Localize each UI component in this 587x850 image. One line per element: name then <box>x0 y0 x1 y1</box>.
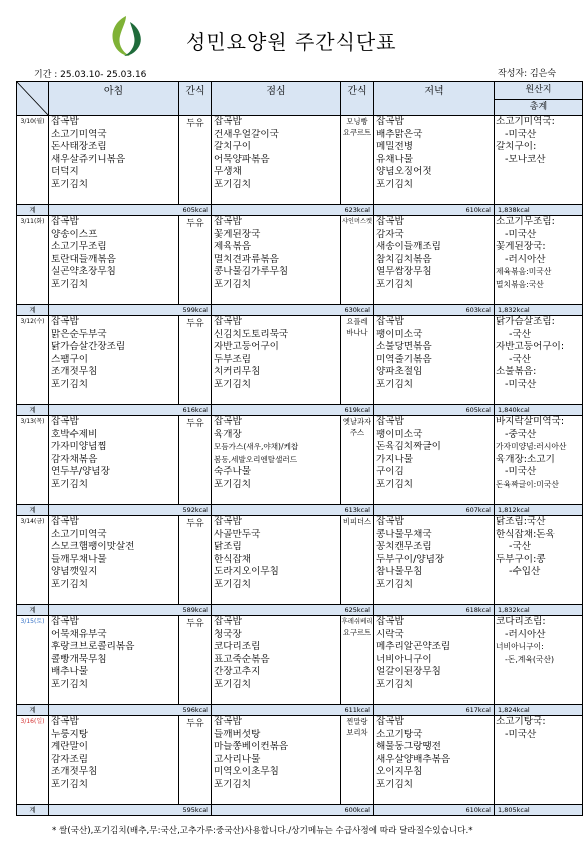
kcal-label: 계 <box>17 405 49 416</box>
lunch-menu <box>212 516 341 605</box>
origin-line: 제육볶음:미국산 <box>496 267 552 277</box>
menu-item: 마늘쫑베이컨볶음 <box>214 741 289 753</box>
menu-item: 갈치구이 <box>214 141 252 153</box>
kcal-row <box>17 505 583 516</box>
origin-line: 소불볶음: <box>496 366 537 378</box>
menu-item: 잡곡밥 <box>51 716 79 727</box>
kcal-lunch: 613kcal <box>212 505 374 516</box>
kcal-lunch: 600kcal <box>212 805 374 816</box>
menu-item: 새송이들깨조림 <box>376 241 441 253</box>
col-origin: 원산지 <box>495 82 582 100</box>
menu-item: 참나물무침 <box>376 566 423 578</box>
day-date: 3/10(월) <box>17 116 49 205</box>
kcal-row <box>17 205 583 216</box>
menu-item: 구이김 <box>376 466 404 478</box>
kcal-breakfast: 599kcal <box>49 305 212 316</box>
kcal-total: 1,824kcal <box>495 705 583 716</box>
menu-item: 고사리나물 <box>214 753 261 765</box>
menu-item: 포기김치 <box>51 178 89 190</box>
menu-item: 감자조림 <box>51 753 89 765</box>
menu-item: 간장고추지 <box>214 666 261 678</box>
leaf-swirl-logo-icon <box>108 14 144 58</box>
menu-item: 열무쌈장무침 <box>376 266 432 278</box>
menu-item: 메밀전병 <box>376 141 414 153</box>
menu-item: 잡곡밥 <box>51 116 79 127</box>
menu-item: 소고기무조림 <box>51 241 107 253</box>
menu-item: 포기김치 <box>376 278 414 290</box>
morning-snack: 두유 <box>179 616 212 705</box>
menu-item: 잡곡밥 <box>51 216 79 227</box>
origin-line: -국산 <box>509 328 531 340</box>
day-date: 3/11(화) <box>17 216 49 305</box>
menu-item: 얼갈이된장무침 <box>376 666 441 678</box>
menu-item: 어묵양파볶음 <box>214 153 270 165</box>
dinner-menu <box>374 216 495 305</box>
origin-line: -미국산 <box>505 228 537 240</box>
morning-snack: 두유 <box>179 316 212 405</box>
origin-line: -모나코산 <box>505 153 546 165</box>
kcal-breakfast: 596kcal <box>49 705 212 716</box>
lunch-menu <box>212 216 341 305</box>
menu-item: 포기김치 <box>376 478 414 490</box>
menu-item: 스모크햄팽이맛살전 <box>51 541 135 553</box>
footer-note: * 쌀(국산),포기김치(배추,무:국산,고추가루:중국산)사용합니다./상기메뉴는 수급사정에 따라 달라질수있습니다.* <box>52 826 473 836</box>
kcal-row <box>17 705 583 716</box>
origin-info <box>495 316 583 405</box>
menu-item: 조개젓무침 <box>51 766 98 778</box>
menu-item: 팽이미소국 <box>376 328 423 340</box>
menu-item: 양송이스프 <box>51 228 98 240</box>
menu-item: 포기김치 <box>376 578 414 590</box>
origin-line: 두부구이:콩 <box>496 553 546 565</box>
origin-info <box>495 516 583 605</box>
menu-item: 호박수제비 <box>51 428 98 440</box>
origin-line: -국산 <box>509 353 531 365</box>
day-row <box>17 716 583 805</box>
breakfast-menu <box>49 616 179 705</box>
menu-item: 봄동,세발오리엔탈샐러드 <box>214 454 298 464</box>
kcal-breakfast: 589kcal <box>49 605 212 616</box>
origin-info <box>495 216 583 305</box>
origin-line: 소고기미역국: <box>496 116 555 127</box>
breakfast-menu <box>49 316 179 405</box>
morning-snack: 두유 <box>179 416 212 505</box>
menu-item: 잡곡밥 <box>214 116 242 127</box>
menu-item: 스팸구이 <box>51 353 89 365</box>
menu-item: 양파초절임 <box>376 366 423 378</box>
menu-item: 코다리조림 <box>214 641 261 653</box>
origin-line: 한식잡채:돈육 <box>496 528 555 540</box>
menu-item: 돈사태장조림 <box>51 141 107 153</box>
menu-item: 잡곡밥 <box>51 616 79 627</box>
menu-item: 팽이미소국 <box>376 428 423 440</box>
menu-item: 누룽지탕 <box>51 728 89 740</box>
kcal-total: 1,838kcal <box>495 205 583 216</box>
kcal-dinner: 607kcal <box>374 505 495 516</box>
kcal-dinner: 610kcal <box>374 205 495 216</box>
menu-item: 배추나물 <box>51 666 89 678</box>
kcal-row <box>17 805 583 816</box>
dinner-menu <box>374 416 495 505</box>
origin-line: 닭가슴살조림: <box>496 316 555 327</box>
breakfast-menu <box>49 116 179 205</box>
kcal-dinner: 605kcal <box>374 405 495 416</box>
menu-item: 잡곡밥 <box>51 316 79 327</box>
kcal-dinner: 618kcal <box>374 605 495 616</box>
origin-line: 자반고등어구이: <box>496 341 565 353</box>
kcal-label: 계 <box>17 705 49 716</box>
origin-line: -수입산 <box>509 566 541 578</box>
day-date: 3/13(목) <box>17 416 49 505</box>
menu-item: 감자채볶음 <box>51 453 98 465</box>
breakfast-menu <box>49 716 179 805</box>
menu-item: 잡곡밥 <box>214 516 242 527</box>
menu-item: 포기김치 <box>51 478 89 490</box>
writer-label: 작성자: 김은숙 <box>498 69 557 79</box>
day-row <box>17 216 583 305</box>
menu-item: 더덕지 <box>51 166 79 178</box>
header-row <box>17 82 583 116</box>
menu-item: 꽁치캔무조림 <box>376 541 432 553</box>
menu-item: 콩나물김가루무침 <box>214 266 289 278</box>
col-breakfast: 아침 <box>49 82 179 116</box>
menu-item: 잡곡밥 <box>51 516 79 527</box>
day-date: 3/14(금) <box>17 516 49 605</box>
day-row <box>17 416 583 505</box>
kcal-lunch: 619kcal <box>212 405 374 416</box>
menu-item: 소고기탕국 <box>376 728 423 740</box>
origin-line: 바지락살미역국: <box>496 416 565 427</box>
menu-item: 청국장 <box>214 628 242 640</box>
snack-item: 찐말랑 <box>346 717 368 726</box>
kcal-label: 계 <box>17 505 49 516</box>
kcal-row <box>17 405 583 416</box>
menu-item: 소고기미역국 <box>51 128 107 140</box>
menu-item: 신김치도토리묵국 <box>214 328 289 340</box>
afternoon-snack <box>341 316 374 405</box>
menu-item: 한식잡채 <box>214 553 252 565</box>
menu-item: 잡곡밥 <box>214 216 242 227</box>
kcal-row <box>17 305 583 316</box>
kcal-breakfast: 605kcal <box>49 205 212 216</box>
corner-cell <box>17 82 49 116</box>
menu-item: 잡곡밥 <box>376 716 404 727</box>
menu-item: 무생채 <box>214 166 242 178</box>
origin-line: 가자미양념:러시아산 <box>496 442 567 452</box>
menu-item: 후랑크브로콜리볶음 <box>51 641 135 653</box>
menu-item: 닭가슴살간장조림 <box>51 341 126 353</box>
origin-line: 육개장:소고기 <box>496 453 555 465</box>
day-date: 3/12(수) <box>17 316 49 405</box>
menu-item: 메추리알곤약조림 <box>376 641 451 653</box>
afternoon-snack <box>341 416 374 505</box>
menu-item: 돈육김치짜글이 <box>376 441 441 453</box>
menu-item: 포기김치 <box>214 578 252 590</box>
snack-item: 바나나 <box>346 328 368 337</box>
menu-item: 소고기미역국 <box>51 528 107 540</box>
origin-line: 꽃게된장국: <box>496 241 546 253</box>
day-row <box>17 616 583 705</box>
kcal-total: 1,832kcal <box>495 305 583 316</box>
menu-item: 오이지무침 <box>376 766 423 778</box>
menu-item: 가지나물 <box>376 453 414 465</box>
snack-item: 주스 <box>349 428 365 437</box>
menu-item: 소불당면볶음 <box>376 341 432 353</box>
menu-item: 조개젓무침 <box>51 366 98 378</box>
kcal-total: 1,840kcal <box>495 405 583 416</box>
day-date: 3/15(토) <box>17 616 49 705</box>
menu-item: 숙주나물 <box>214 466 252 478</box>
period-label: 기간 : 25.03.10- 25.03.16 <box>34 70 147 80</box>
menu-item: 두부조림 <box>214 353 252 365</box>
lunch-menu <box>212 716 341 805</box>
menu-item: 콜빵개묵무침 <box>51 653 107 665</box>
lunch-menu <box>212 416 341 505</box>
menu-item: 포기김치 <box>214 778 252 790</box>
origin-info <box>495 616 583 705</box>
origin-info <box>495 716 583 805</box>
menu-item: 포기김치 <box>376 778 414 790</box>
menu-item: 양념오징어젓 <box>376 166 432 178</box>
menu-item: 사골만두국 <box>214 528 261 540</box>
snack-item: 요플레 <box>346 317 368 326</box>
origin-line: -미국산 <box>505 466 537 478</box>
kcal-dinner: 610kcal <box>374 805 495 816</box>
menu-item: 포기김치 <box>51 378 89 390</box>
kcal-breakfast: 616kcal <box>49 405 212 416</box>
origin-line: 돈육짜글이:미국산 <box>496 479 559 489</box>
page-title: 성민요양원 주간식단표 <box>186 30 397 54</box>
dinner-menu <box>374 716 495 805</box>
menu-item: 표고죽순볶음 <box>214 653 270 665</box>
origin-info <box>495 116 583 205</box>
menu-item: 들깨무채나물 <box>51 553 107 565</box>
lunch-menu <box>212 116 341 205</box>
kcal-label: 계 <box>17 805 49 816</box>
origin-line: -러시아산 <box>505 628 546 640</box>
lunch-menu <box>212 316 341 405</box>
kcal-total: 1,805kcal <box>495 805 583 816</box>
menu-item: 육개장 <box>214 428 242 440</box>
snack-item: 모닝빵 <box>346 117 368 126</box>
menu-item: 모듬가스(새우,야채)/케찹 <box>214 442 299 452</box>
menu-item: 감자국 <box>376 228 404 240</box>
kcal-dinner: 603kcal <box>374 305 495 316</box>
day-row <box>17 516 583 605</box>
origin-line: 멸치볶음:국산 <box>496 279 544 289</box>
afternoon-snack <box>341 116 374 205</box>
menu-item: 잡곡밥 <box>376 216 404 227</box>
menu-item: 도라지오이무침 <box>214 566 279 578</box>
kcal-lunch: 611kcal <box>212 705 374 716</box>
snack-item: 보리차 <box>346 728 368 737</box>
origin-line: 소고기무조림: <box>496 216 555 227</box>
kcal-label: 계 <box>17 205 49 216</box>
kcal-lunch: 625kcal <box>212 605 374 616</box>
kcal-label: 계 <box>17 305 49 316</box>
snack-item: 비피더스 <box>342 517 372 526</box>
menu-item: 미역줄기볶음 <box>376 353 432 365</box>
menu-item: 배추맑은국 <box>376 128 423 140</box>
morning-snack: 두유 <box>179 116 212 205</box>
snack-item: 샤인머스켓 <box>342 218 372 225</box>
afternoon-snack <box>341 516 374 605</box>
col-snack-1: 간식 <box>179 82 212 116</box>
kcal-dinner: 617kcal <box>374 705 495 716</box>
breakfast-menu <box>49 216 179 305</box>
origin-line: -미국산 <box>505 128 537 140</box>
kcal-breakfast: 592kcal <box>49 505 212 516</box>
menu-item: 잡곡밥 <box>376 316 404 327</box>
afternoon-snack <box>341 716 374 805</box>
day-row <box>17 116 583 205</box>
menu-item: 가자미양념찜 <box>51 441 107 453</box>
origin-line: -러시아산 <box>505 253 546 265</box>
kcal-breakfast: 595kcal <box>49 805 212 816</box>
snack-item: 요쿠르트 <box>342 128 372 137</box>
menu-item: 포기김치 <box>51 778 89 790</box>
menu-item: 포기김치 <box>51 578 89 590</box>
snack-item: 후레쉬베리 <box>341 617 373 625</box>
menu-item: 멸치견과류볶음 <box>214 253 279 265</box>
menu-item: 포기김치 <box>214 678 252 690</box>
menu-item: 제육볶음 <box>214 241 252 253</box>
col-origin-total <box>495 82 583 116</box>
menu-item: 포기김치 <box>376 178 414 190</box>
menu-item: 포기김치 <box>51 678 89 690</box>
menu-item: 너비아니구이 <box>376 653 432 665</box>
menu-item: 잡곡밥 <box>51 416 79 427</box>
menu-item: 포기김치 <box>214 278 252 290</box>
menu-item: 잡곡밥 <box>376 116 404 127</box>
origin-line: 갈치구이: <box>496 141 537 153</box>
menu-item: 잡곡밥 <box>214 616 242 627</box>
morning-snack: 두유 <box>179 516 212 605</box>
kcal-total: 1,812kcal <box>495 505 583 516</box>
menu-item: 잡곡밥 <box>376 416 404 427</box>
menu-item: 포기김치 <box>214 378 252 390</box>
menu-item: 콩나물무채국 <box>376 528 432 540</box>
origin-line: 너비아니구이: <box>496 642 544 652</box>
col-lunch: 점심 <box>212 82 341 116</box>
dinner-menu <box>374 516 495 605</box>
menu-item: 잡곡밥 <box>214 716 242 727</box>
morning-snack: 두유 <box>179 716 212 805</box>
lunch-menu <box>212 616 341 705</box>
menu-item: 계란말이 <box>51 741 89 753</box>
menu-item: 유채나물 <box>376 153 414 165</box>
menu-item: 해물동그랑땡전 <box>376 741 441 753</box>
weekly-menu-table <box>16 81 583 816</box>
dinner-menu <box>374 616 495 705</box>
kcal-label: 계 <box>17 605 49 616</box>
page-header <box>0 0 587 80</box>
menu-item: 어묵채유부국 <box>51 628 107 640</box>
menu-item: 토란대들깨볶음 <box>51 253 116 265</box>
menu-item: 실곤약초장무침 <box>51 266 116 278</box>
menu-item: 맑은순두부국 <box>51 328 107 340</box>
menu-item: 미역오이초무침 <box>214 766 279 778</box>
origin-info <box>495 416 583 505</box>
breakfast-menu <box>49 516 179 605</box>
col-snack-2: 간식 <box>341 82 374 116</box>
menu-item: 들깨버섯탕 <box>214 728 261 740</box>
afternoon-snack <box>341 216 374 305</box>
menu-item: 포기김치 <box>376 378 414 390</box>
menu-item: 포기김치 <box>376 678 414 690</box>
morning-snack: 두유 <box>179 216 212 305</box>
col-total: 총계 <box>529 102 548 112</box>
menu-item: 두부구이/양념장 <box>376 553 445 565</box>
kcal-row <box>17 605 583 616</box>
menu-item: 잡곡밥 <box>376 516 404 527</box>
origin-line: -돈,계육(국산) <box>505 654 555 664</box>
origin-line: 소고기탕국: <box>496 716 546 727</box>
menu-item: 치커리무침 <box>214 366 261 378</box>
afternoon-snack <box>341 616 374 705</box>
origin-line: -미국산 <box>505 378 537 390</box>
menu-item: 포기김치 <box>214 178 252 190</box>
snack-item: 옛날과자 <box>342 417 372 426</box>
menu-item: 연두부/양념장 <box>51 466 110 478</box>
menu-item: 시락국 <box>376 628 404 640</box>
menu-item: 포기김치 <box>51 278 89 290</box>
menu-item: 참치김치볶음 <box>376 253 432 265</box>
menu-item: 새우살쥬키니볶음 <box>51 153 126 165</box>
menu-item: 잡곡밥 <box>214 316 242 327</box>
menu-item: 닭조림 <box>214 541 242 553</box>
breakfast-menu <box>49 416 179 505</box>
kcal-total: 1,832kcal <box>495 605 583 616</box>
dinner-menu <box>374 116 495 205</box>
menu-item: 건새우얼갈이국 <box>214 128 279 140</box>
origin-line: -국산 <box>509 541 531 553</box>
menu-item: 꽃게된장국 <box>214 228 261 240</box>
origin-line: 코다리조림: <box>496 616 546 627</box>
day-date: 3/16(일) <box>17 716 49 805</box>
origin-line: 닭조림:국산 <box>496 516 546 527</box>
kcal-lunch: 630kcal <box>212 305 374 316</box>
menu-item: 잡곡밥 <box>214 416 242 427</box>
day-row <box>17 316 583 405</box>
menu-item: 포기김치 <box>214 478 252 490</box>
menu-item: 잡곡밥 <box>376 616 404 627</box>
dinner-menu <box>374 316 495 405</box>
menu-item: 자반고등어구이 <box>214 341 279 353</box>
snack-item: 요구르트 <box>342 628 372 637</box>
kcal-lunch: 623kcal <box>212 205 374 216</box>
origin-line: -중국산 <box>505 428 537 440</box>
menu-item: 새우살양배추볶음 <box>376 753 451 765</box>
col-dinner: 저녁 <box>374 82 495 116</box>
menu-item: 양념깻잎지 <box>51 566 98 578</box>
origin-line: -미국산 <box>505 728 537 740</box>
